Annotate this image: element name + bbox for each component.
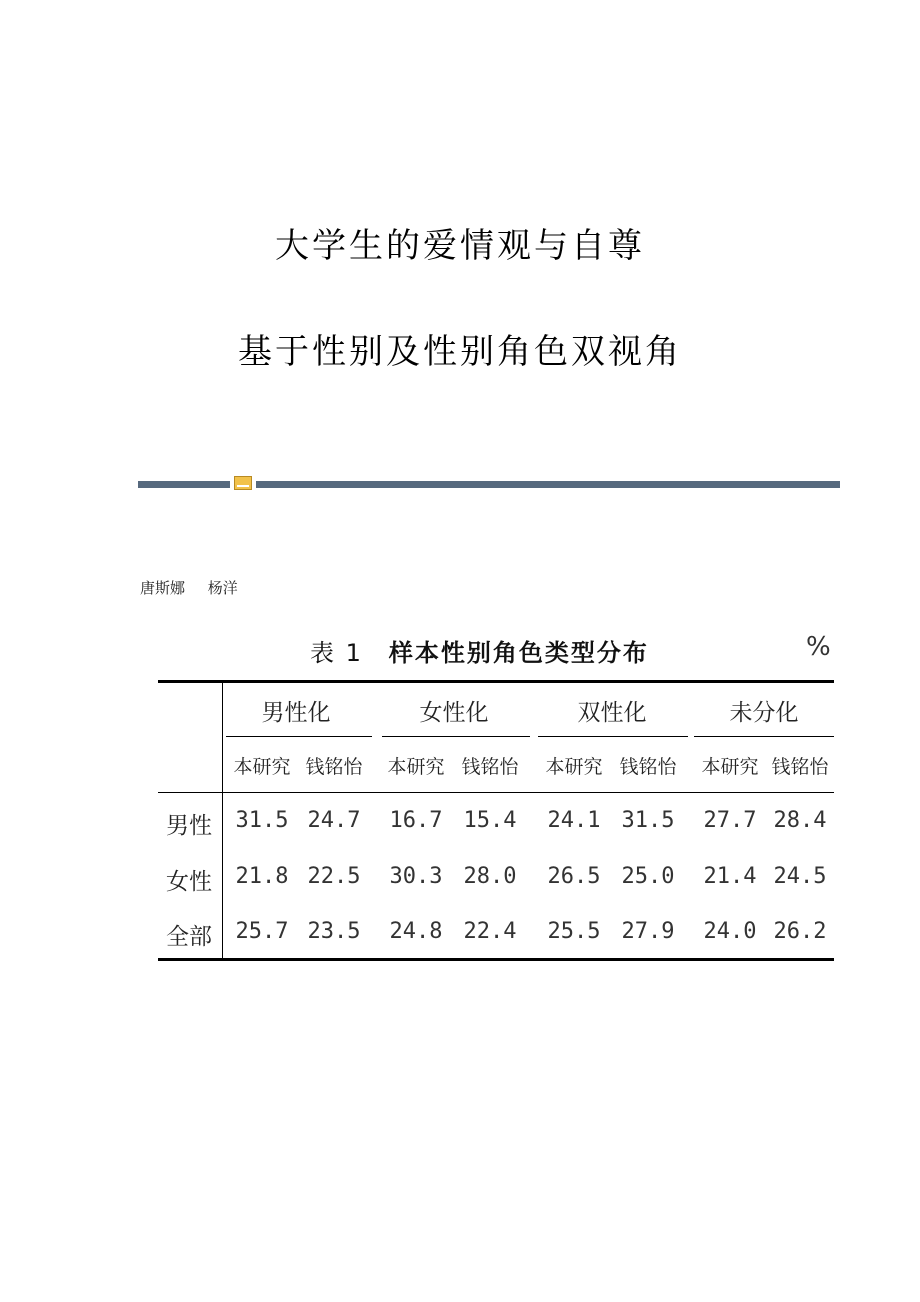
row-label: 女性 (166, 869, 212, 895)
table-cell: 24.0 (703, 919, 757, 944)
group-header: 女性化 (419, 700, 489, 726)
subheader: 本研究 (387, 756, 445, 778)
table-cell: 27.7 (703, 808, 757, 833)
table-cell: 24.7 (307, 808, 361, 833)
data-table (158, 680, 834, 962)
table-caption (310, 633, 649, 668)
table-cell: 24.5 (773, 864, 827, 889)
subheader: 本研究 (701, 756, 759, 778)
table-title: 样本性别角色类型分布 (388, 639, 649, 667)
row-label: 男性 (166, 813, 212, 839)
table-cell: 21.4 (703, 864, 757, 889)
author-name: 唐斯娜 (140, 579, 186, 597)
group-underline (382, 736, 530, 737)
table-cell: 24.1 (547, 808, 601, 833)
table-cell: 25.5 (547, 919, 601, 944)
group-underline (538, 736, 688, 737)
table-cell: 24.8 (389, 919, 443, 944)
table-cell: 22.4 (463, 919, 517, 944)
table-cell: 26.5 (547, 864, 601, 889)
subheader: 钱铭怡 (771, 756, 829, 778)
group-header: 男性化 (261, 700, 331, 726)
header-divider-left (138, 481, 230, 488)
table-cell: 21.8 (235, 864, 289, 889)
table-bottom-rule (158, 958, 834, 961)
table-cell: 15.4 (463, 808, 517, 833)
group-underline (226, 736, 372, 737)
subheader: 钱铭怡 (619, 756, 677, 778)
subheader: 钱铭怡 (305, 756, 363, 778)
table-top-rule (158, 680, 834, 683)
table-cell: 26.2 (773, 919, 827, 944)
document-title: 大学生的爱情观与自尊 (275, 226, 645, 266)
envelope-icon (234, 476, 252, 490)
group-header: 双性化 (577, 700, 647, 726)
table-cell: 31.5 (621, 808, 675, 833)
table-header-rule (158, 792, 834, 793)
table-cell: 30.3 (389, 864, 443, 889)
subheader: 本研究 (545, 756, 603, 778)
table-cell: 28.4 (773, 808, 827, 833)
table-cell: 25.0 (621, 864, 675, 889)
table-cell: 27.9 (621, 919, 675, 944)
subheader: 钱铭怡 (461, 756, 519, 778)
table-cell: 31.5 (235, 808, 289, 833)
table-cell: 16.7 (389, 808, 443, 833)
table-cell: 28.0 (463, 864, 517, 889)
group-underline (694, 736, 834, 737)
table-cell: 22.5 (307, 864, 361, 889)
table-unit: % (806, 632, 831, 662)
author-line (140, 577, 256, 598)
group-header: 未分化 (729, 700, 799, 726)
table-cell: 23.5 (307, 919, 361, 944)
row-label: 全部 (166, 924, 212, 950)
document-subtitle: 基于性别及性别角色双视角 (238, 332, 682, 372)
author-name: 杨洋 (207, 579, 238, 597)
header-divider-right (256, 481, 840, 488)
table-number: 表 1 (310, 639, 363, 667)
table-cell: 25.7 (235, 919, 289, 944)
subheader: 本研究 (233, 756, 291, 778)
table-stub-rule (222, 683, 223, 958)
